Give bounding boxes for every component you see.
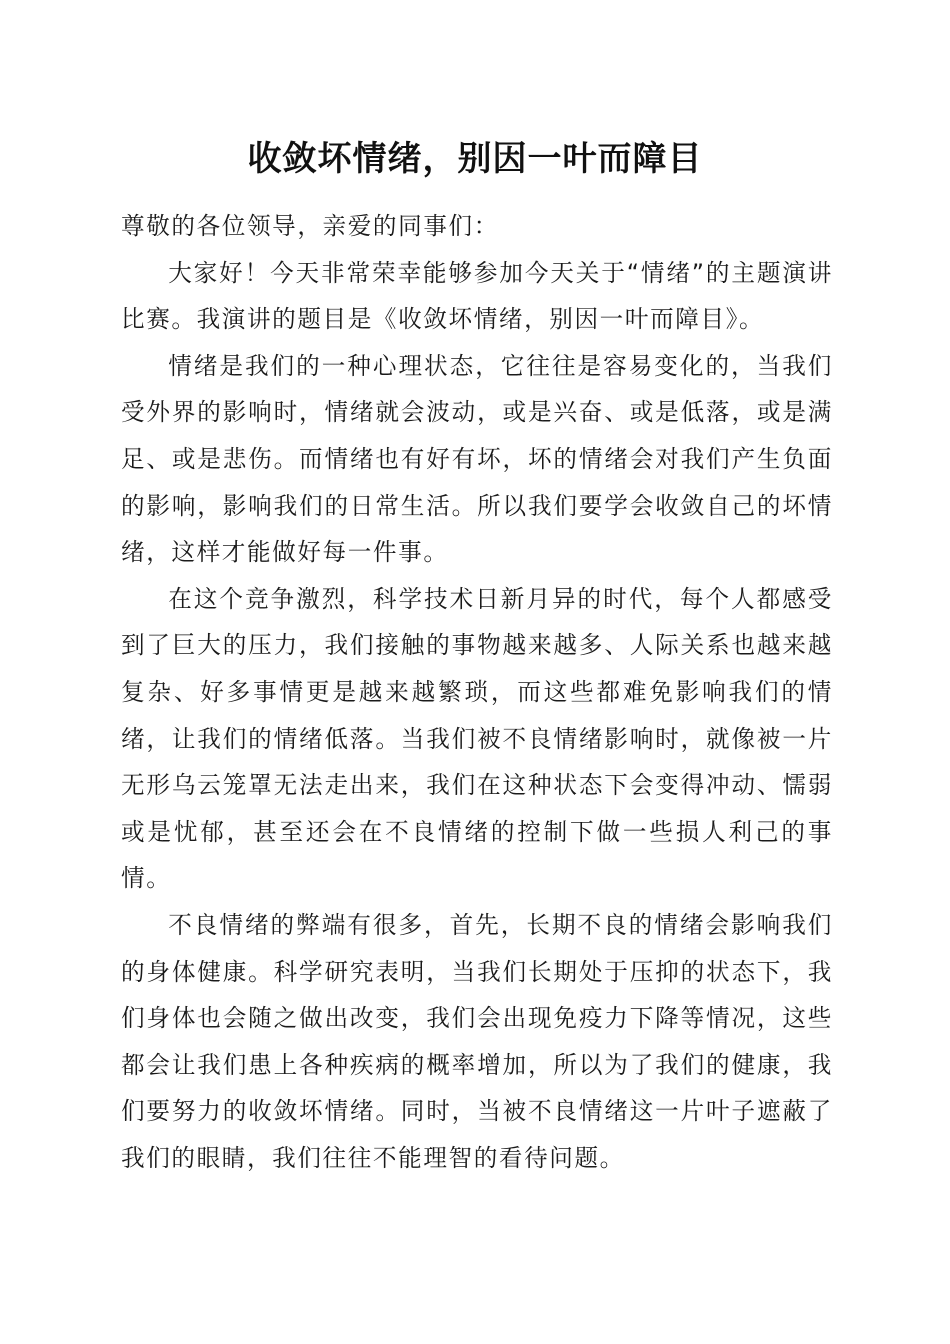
paragraph-intro: 大家好！今天非常荣幸能够参加今天关于“情绪”的主题演讲比赛。我演讲的题目是《收敛坏情绪，别因一叶而障目》。 bbox=[121, 258, 833, 334]
paragraph-harms: 不良情绪的弊端有很多，首先，长期不良的情绪会影响我们的身体健康。科学研究表明，当我们长期处于压抑的状态下，我们身体也会随之做出改变，我们会出现免疫力下降等情况，这些都会让我们患上各种疾病的概率增加，所以为了我们的健康，我们要努力的收敛坏情绪。同时，当被不良情绪这一片叶子遮蔽了我们的眼睛，我们往往不能理智的看待问题。 bbox=[121, 910, 833, 1172]
greeting-line: 尊敬的各位领导，亲爱的同事们： bbox=[121, 212, 499, 240]
paragraph-emotion-definition: 情绪是我们的一种心理状态，它往往是容易变化的，当我们受外界的影响时，情绪就会波动，或是兴奋、或是低落，或是满足、或是悲伤。而情绪也有好有坏，坏的情绪会对我们产生负面的影响，影响我们的日常生活。所以我们要学会收敛自己的坏情绪，这样才能做好每一件事。 bbox=[121, 351, 833, 567]
document-title: 收敛坏情绪，别因一叶而障目 bbox=[247, 139, 703, 179]
paragraph-pressure: 在这个竞争激烈，科学技术日新月异的时代，每个人都感受到了巨大的压力，我们接触的事物越来越多、人际关系也越来越复杂、好多事情更是越来越繁琐，而这些都难免影响我们的情绪，让我们的情绪低落。当我们被不良情绪影响时，就像被一片无形乌云笼罩无法走出来，我们在这种状态下会变得冲动、懦弱或是忧郁，甚至还会在不良情绪的控制下做一些损人利己的事情。 bbox=[121, 584, 833, 893]
document-body bbox=[121, 203, 833, 1181]
